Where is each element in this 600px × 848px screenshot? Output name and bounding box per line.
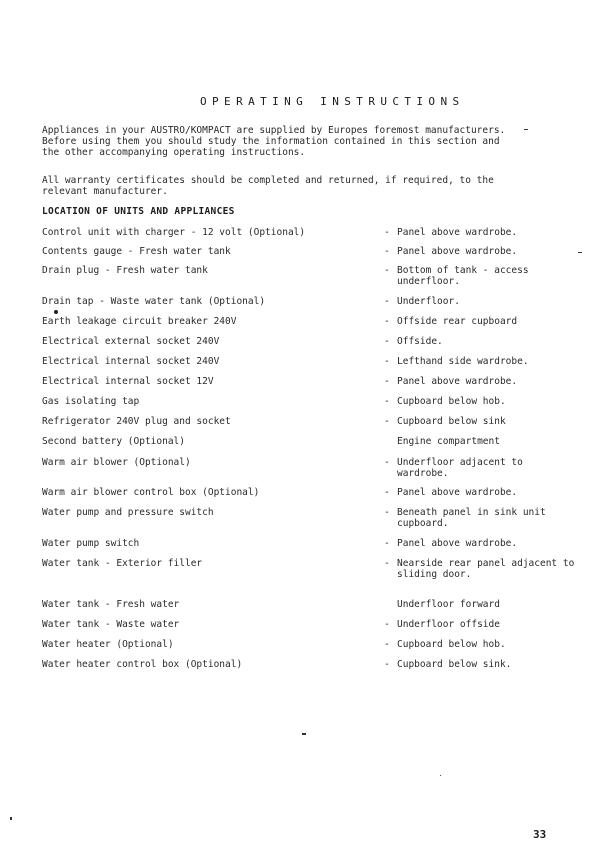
appliance-location: Underfloor forward	[397, 599, 500, 610]
appliance-name: Electrical external socket 240V	[42, 336, 220, 347]
separator-dash: -	[384, 227, 390, 238]
appliance-name: Drain plug - Fresh water tank	[42, 265, 208, 276]
intro-paragraph: Appliances in your AUSTRO/KOMPACT are supplied by Europes foremost manufacturers. Before using them you should study the information contained in this section and the other accompanying operating instructions.	[42, 125, 517, 158]
appliance-name: Contents gauge - Fresh water tank	[42, 246, 231, 257]
separator-dash: -	[384, 246, 390, 257]
scan-speck	[10, 817, 12, 820]
scan-speck	[578, 252, 582, 253]
separator-dash: -	[384, 296, 390, 307]
appliance-location: Panel above wardrobe.	[397, 246, 518, 257]
appliance-name: Water tank - Fresh water	[42, 599, 180, 610]
separator-dash: -	[384, 416, 390, 427]
appliance-location: Underfloor.	[397, 296, 460, 307]
appliance-location: Cupboard below hob.	[397, 396, 506, 407]
appliance-location: Panel above wardrobe.	[397, 376, 518, 387]
appliance-name: Refrigerator 240V plug and socket	[42, 416, 231, 427]
appliance-location: Bottom of tank - access underfloor.	[397, 265, 535, 287]
appliance-location: Engine compartment	[397, 436, 500, 447]
appliance-name: Electrical internal socket 240V	[42, 356, 220, 367]
appliance-location: Panel above wardrobe.	[397, 538, 518, 549]
scan-speck	[524, 129, 528, 130]
appliance-location: Underfloor adjacent to wardrobe.	[397, 457, 529, 479]
appliance-location: Cupboard below hob.	[397, 639, 506, 650]
appliance-name: Water heater control box (Optional)	[42, 659, 243, 670]
separator-dash: -	[384, 336, 390, 347]
appliance-location: Nearside rear panel adjacent to sliding door.	[397, 558, 581, 580]
separator-dash: -	[384, 558, 390, 569]
separator-dash: -	[384, 356, 390, 367]
appliance-location: Cupboard below sink	[397, 416, 506, 427]
appliance-location: Offside.	[397, 336, 443, 347]
separator-dash: -	[384, 659, 390, 670]
appliance-name: Warm air blower (Optional)	[42, 457, 191, 468]
appliance-name: Electrical internal socket 12V	[42, 376, 214, 387]
separator-dash: -	[384, 376, 390, 387]
appliance-location: Cupboard below sink.	[397, 659, 512, 670]
appliance-name: Control unit with charger - 12 volt (Optional)	[42, 227, 306, 238]
scan-speck	[54, 310, 58, 314]
separator-dash: -	[384, 396, 390, 407]
appliance-location: Lefthand side wardrobe.	[397, 356, 529, 367]
appliance-name: Earth leakage circuit breaker 240V	[42, 316, 237, 327]
separator-dash: -	[384, 639, 390, 650]
appliance-location: Beneath panel in sink unit cupboard.	[397, 507, 552, 529]
separator-dash: -	[384, 457, 390, 468]
appliance-location: Offside rear cupboard	[397, 316, 518, 327]
page-title: OPERATING INSTRUCTIONS	[200, 95, 465, 108]
warranty-paragraph: All warranty certificates should be completed and returned, if required, to the relevant manufacturer.	[42, 175, 500, 197]
separator-dash: -	[384, 619, 390, 630]
separator-dash: -	[384, 487, 390, 498]
appliance-name: Warm air blower control box (Optional)	[42, 487, 260, 498]
section-heading: LOCATION OF UNITS AND APPLIANCES	[42, 206, 235, 217]
scan-speck	[440, 775, 441, 776]
separator-dash: -	[384, 265, 390, 276]
appliance-name: Water pump switch	[42, 538, 140, 549]
separator-dash: -	[384, 316, 390, 327]
appliance-name: Drain tap - Waste water tank (Optional)	[42, 296, 266, 307]
page-number: 33	[533, 828, 547, 841]
appliance-name: Gas isolating tap	[42, 396, 140, 407]
separator-dash: -	[384, 507, 390, 518]
appliance-name: Water tank - Waste water	[42, 619, 180, 630]
appliance-name: Second battery (Optional)	[42, 436, 185, 447]
appliance-location: Panel above wardrobe.	[397, 227, 518, 238]
appliance-location: Underfloor offside	[397, 619, 500, 630]
appliance-name: Water pump and pressure switch	[42, 507, 214, 518]
appliance-name: Water tank - Exterior filler	[42, 558, 203, 569]
separator-dash: -	[384, 538, 390, 549]
scan-speck	[302, 733, 306, 735]
appliance-name: Water heater (Optional)	[42, 639, 174, 650]
appliance-location: Panel above wardrobe.	[397, 487, 518, 498]
